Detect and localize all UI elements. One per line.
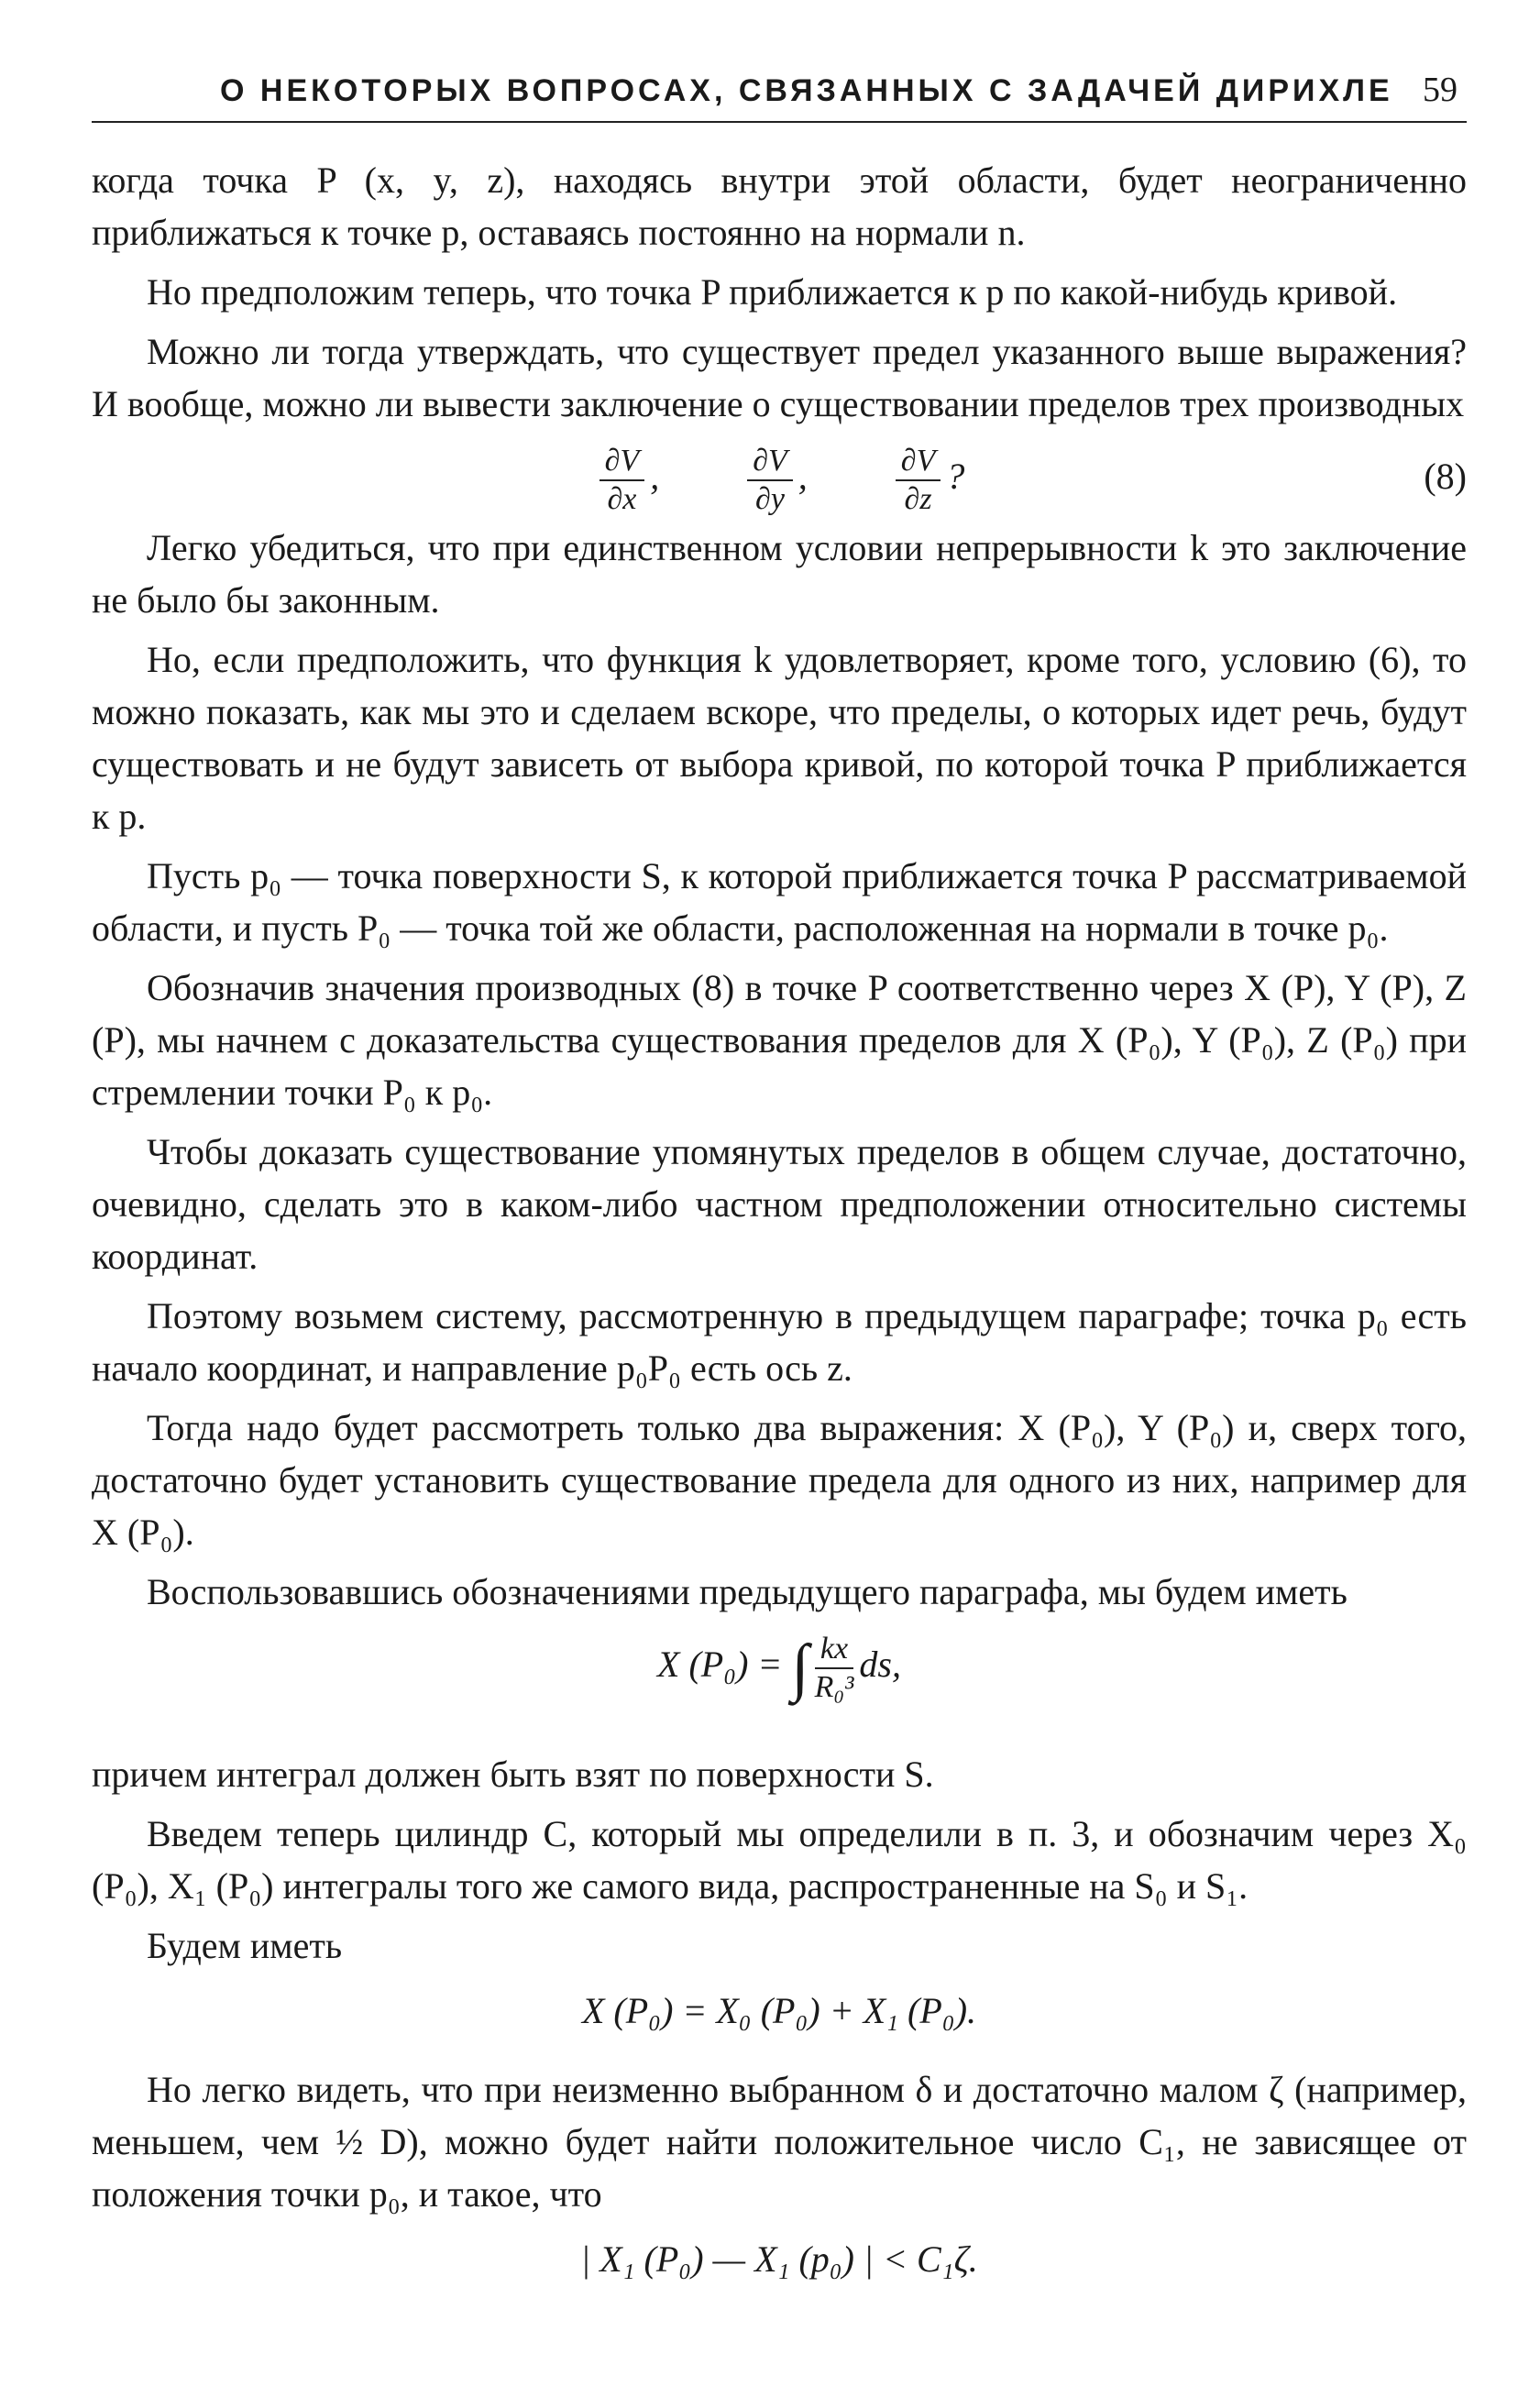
formula-expression: $\frac{\partial V}{\partial x}$ , $\frac{\partial V}{\partial y}$ , $\frac{\partial V}{\partial z}$ ? <box>92 443 1467 518</box>
body-text <box>92 154 1467 2312</box>
denominator: ∂z <box>904 482 932 516</box>
formula-lhs: X (P₀) = <box>657 1644 783 1686</box>
paragraph: Можно ли тогда утверждать, что существует предел указанного выше выражения? И вообще, можно ли вывести заключение о существовании пределов трех производных <box>92 331 1467 424</box>
formula-integral <box>92 1625 1467 1733</box>
numerator: ∂V <box>896 443 941 481</box>
paragraph: Введем теперь цилиндр C, который мы определили в п. 3, и обозначим через X₀ (P₀), X₁ (P₀) интегралы того же самого вида, распространенные на S₀ и S₁. <box>92 1813 1467 1907</box>
paragraph: Но предположим теперь, что точка P приближается к p по какой-нибудь кривой. <box>147 271 1398 313</box>
formula-expression: | X₁ (P₀) — X₁ (p₀) | < C₁ζ. <box>580 2238 978 2280</box>
formula-expression: X (P₀) = X₀ (P₀) + X₁ (P₀). <box>581 1990 977 2031</box>
fraction <box>815 1631 854 1706</box>
fraction <box>896 443 941 518</box>
numerator: ∂V <box>600 443 645 481</box>
paragraph: Поэтому возьмем систему, рассмотренную в предыдущем параграфе; точка p₀ есть начало координат, и направление p₀P₀ есть ось z. <box>92 1295 1467 1389</box>
denominator: ∂x <box>607 482 637 516</box>
paragraph: Обозначив значения производных (8) в точке P соответственно через X (P), Y (P), Z (P), мы начнем с доказательства существования пределов для X (P₀), Y (P₀), Z (P₀) при стремлении точки P₀ к p₀. <box>92 967 1467 1113</box>
formula-inequality <box>92 2227 1467 2297</box>
paragraph: Но, если предположить, что функция k удовлетворяет, кроме того, условию (6), то можно показать, как мы это и сделаем вскоре, что пределы, о которых идет речь, будут существовать и не будут зависеть от выбора кривой, по которой точка P приближается к p. <box>92 639 1467 837</box>
integral-sign: ∫ <box>791 1633 809 1703</box>
denominator: ∂y <box>755 482 785 516</box>
formula-decomposition <box>92 1979 1467 2049</box>
equation-number: (8) <box>1424 456 1467 497</box>
question-mark: ? <box>946 456 965 498</box>
paragraph: Но легко видеть, что при неизменно выбранном δ и достаточно малом ζ (например, меньшем, чем ½ D), можно будет найти положительное число C₁, не зависящее от положения точки p₀, и такое, что <box>92 2069 1468 2215</box>
paragraph: Тогда надо будет рассмотреть только два выражения: X (P₀), Y (P₀) и, сверх того, достаточно будет установить существование предела для одного из них, например для X (P₀). <box>92 1407 1467 1553</box>
paragraph: Легко убедиться, что при единственном условии непрерывности k это заключение не было бы законным. <box>92 527 1467 621</box>
paragraph: Будем иметь <box>147 1925 343 1966</box>
paragraph: Пусть p₀ — точка поверхности S, к которой приближается точка P рассматриваемой области, и пусть P₀ — точка той же области, расположенная на нормали в точке p₀. <box>92 855 1467 949</box>
paragraph: Чтобы доказать существование упомянутых пределов в общем случае, достаточно, очевидно, сделать это в каком-либо частном предположении относительно системы координат. <box>92 1131 1467 1277</box>
page-header <box>92 57 1467 121</box>
numerator: ∂V <box>747 443 793 481</box>
fraction <box>600 443 645 518</box>
paragraph: причем интеграл должен быть взят по поверхности S. <box>92 1754 934 1795</box>
paragraph: Воспользовавшись обозначениями предыдущего параграфа, мы будем иметь <box>147 1571 1348 1612</box>
numerator: kx <box>815 1631 854 1669</box>
denominator: R₀³ <box>814 1670 854 1704</box>
running-title: О НЕКОТОРЫХ ВОПРОСАХ, СВЯЗАННЫХ С ЗАДАЧЕЙ ДИРИХЛЕ <box>220 73 1393 108</box>
fraction <box>747 443 793 518</box>
formula-rhs: ds, <box>859 1644 901 1686</box>
formula-expression <box>92 1631 1467 1706</box>
page-number: 59 <box>1423 71 1458 109</box>
paragraph: когда точка P (x, y, z), находясь внутри этой области, будет неограниченно приближаться к точке p, оставаясь постоянно на нормали n. <box>92 159 1467 253</box>
formula-derivatives <box>92 437 1467 516</box>
header-rule <box>92 121 1467 123</box>
